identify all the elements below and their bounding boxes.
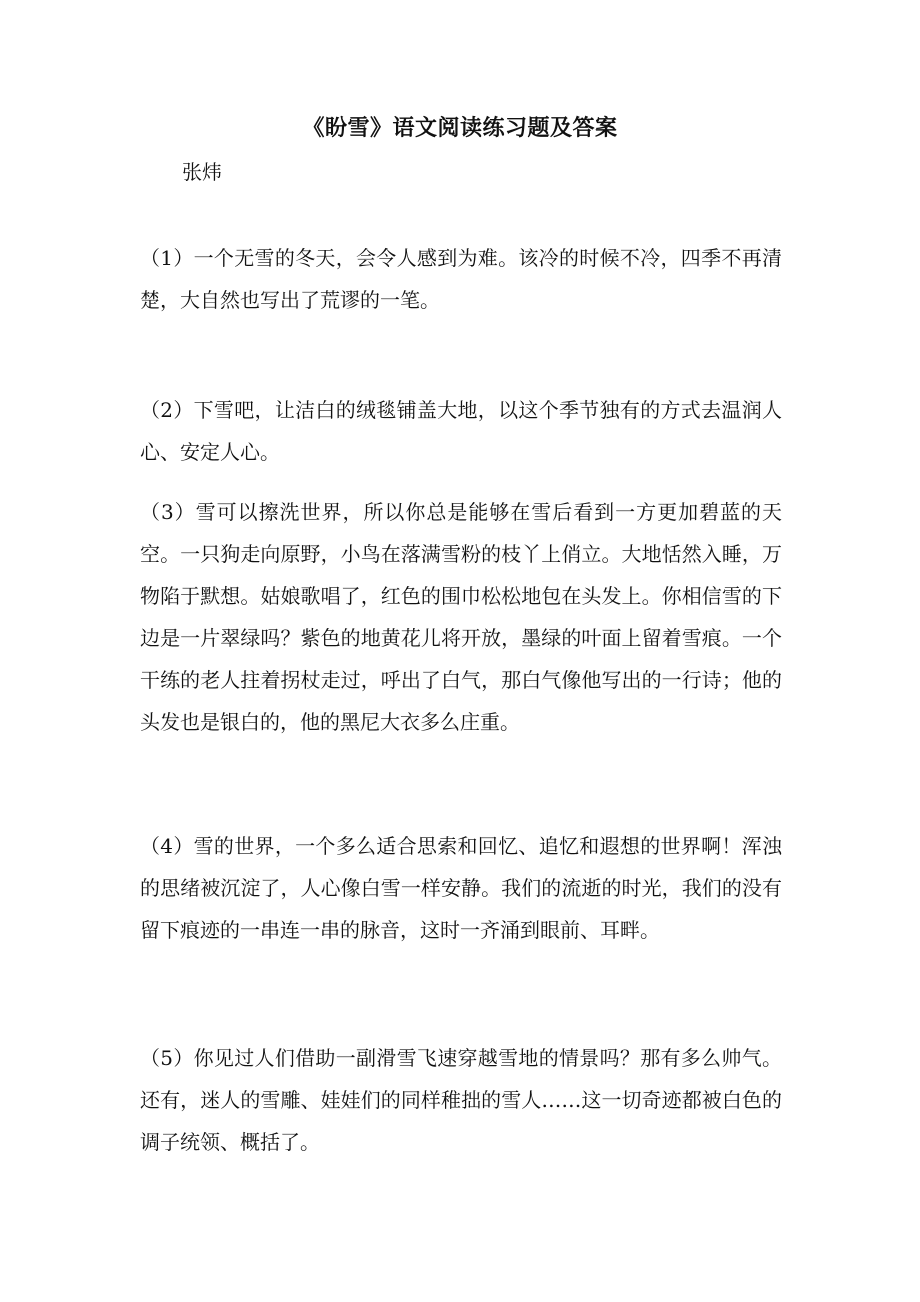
author-name: 张炜 [182,160,222,184]
paragraph-3: （3）雪可以擦洗世界，所以你总是能够在雪后看到一方更加碧蓝的天空。一只狗走向原野，小鸟在落满雪粉的枝丫上俏立。大地恬然入睡，万物陷于默想。姑娘歌唱了，红色的围巾松松地包在头发上。你相信雪的下边是一片翠绿吗？紫色的地黄花儿将开放，墨绿的叶面上留着雪痕。一个干练的老人拄着拐杖走过，呼出了白气，那白气像他写出的一行诗；他的头发也是银白的，他的黑尼大衣多么庄重。 [140,500,782,734]
paragraph-4: （4）雪的世界，一个多么适合思索和回忆、追忆和遐想的世界啊！浑浊的思绪被沉淀了，人心像白雪一样安静。我们的流逝的时光，我们的没有留下痕迹的一串连一串的脉音，这时一齐涌到眼前、耳畔。 [140,834,782,942]
document-title: 《盼雪》语文阅读练习题及答案 [302,115,618,141]
paragraph-5: （5）你见过人们借助一副滑雪飞速穿越雪地的情景吗？那有多么帅气。还有，迷人的雪雕、娃娃们的同样稚拙的雪人……这一切奇迹都被白色的调子统领、概括了。 [140,1046,782,1154]
paragraph-2: （2）下雪吧，让洁白的绒毯铺盖大地，以这个季节独有的方式去温润人心、安定人心。 [140,398,782,464]
paragraph-1: （1）一个无雪的冬天，会令人感到为难。该冷的时候不冷，四季不再清楚，大自然也写出了荒谬的一笔。 [140,246,782,312]
